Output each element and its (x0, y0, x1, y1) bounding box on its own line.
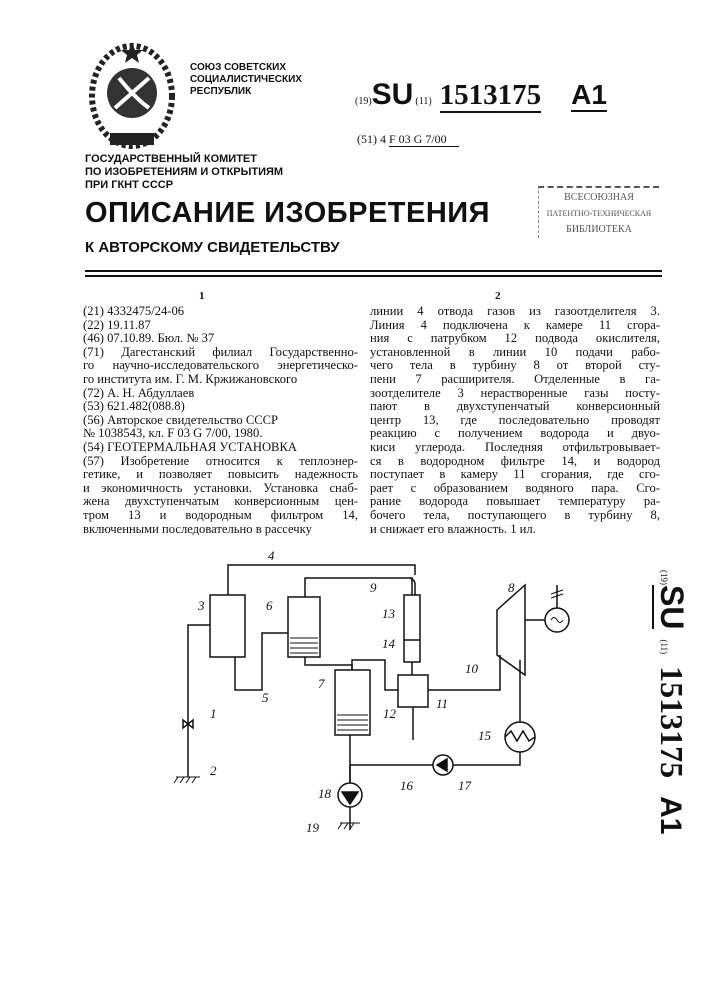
label-13: 13 (382, 606, 396, 621)
side-code11: (11) (659, 639, 669, 654)
text-line: ния с патрубком 12 подвода окислителя, (370, 332, 660, 346)
text-line: и снижает его влажность. 1 ил. (370, 523, 660, 537)
committee-line: ПО ИЗОБРЕТЕНИЯМ И ОТКРЫТИЯМ (85, 166, 283, 179)
library-stamp (538, 186, 659, 238)
text-line: (22) 19.11.87 (83, 319, 358, 333)
text-line: рание водорода повышает температуру ра- (370, 495, 660, 509)
combustion-chamber-11 (398, 675, 428, 707)
label-19: 19 (306, 820, 320, 835)
side-code19: (19) (659, 570, 669, 585)
country: SU (372, 78, 414, 111)
divider (85, 275, 662, 277)
turbine-8 (497, 585, 525, 675)
side-kind: A1 (654, 796, 687, 834)
heat-exchanger-15 (505, 722, 535, 752)
text-line: киси углерода. Последняя отфильтровывает- (370, 441, 660, 455)
text-line: (46) 07.10.89. Бюл. № 37 (83, 332, 358, 346)
expander-stage-6 (288, 597, 320, 657)
text-line: бочего тела, поступающего в турбину 8, (370, 509, 660, 523)
text-line: зоотделителе 3 нерастворенные газы посту- (370, 387, 660, 401)
page-number: 1 (199, 290, 205, 302)
text-line: ся в водородном фильтре 14, и водород (370, 455, 660, 469)
text-line: гетике, и позволяет повысить надежность (83, 468, 358, 482)
label-9: 9 (370, 580, 377, 595)
stamp-line: ПАТЕНТНО-ТЕХНИЧЕСКАЯ (539, 206, 659, 222)
text-line: Линия 4 подключена к камере 11 сгора- (370, 319, 660, 333)
text-line: реакцию с получением водорода и двуо- (370, 427, 660, 441)
side-number: 1513175 (654, 666, 690, 778)
ipc-code: (51) 4 (357, 132, 386, 146)
pump-18 (338, 783, 362, 807)
side-country: SU (652, 585, 690, 629)
text-line: пени 7 расширителя. Отделенные в га- (370, 373, 660, 387)
expander-stage-7 (335, 670, 370, 735)
column-2 (370, 305, 660, 536)
text-line: включенными последовательно в рассечку (83, 523, 358, 537)
text-line: и экономичность установки. Установка снаб- (83, 482, 358, 496)
text-line: (53) 621.482(088.8) (83, 400, 358, 414)
label-16: 16 (400, 778, 414, 793)
text-line: пают в двухступенчатый конверсионный (370, 400, 660, 414)
stamp-line: БИБЛИОТЕКА (539, 222, 659, 238)
union-line: СОЦИАЛИСТИЧЕСКИХ (190, 74, 302, 86)
label-2: 2 (210, 763, 217, 778)
text-line: (71) Дагестанский филиал Государственно- (83, 346, 358, 360)
label-1: 1 (210, 706, 217, 721)
label-10: 10 (465, 661, 479, 676)
text-line: № 1038543, кл. F 03 G 7/00, 1980. (83, 427, 358, 441)
label-12: 12 (383, 706, 397, 721)
label-8: 8 (508, 580, 515, 595)
generator-icon (525, 585, 569, 632)
text-line: (57) Изобретение относится к теплоэнер- (83, 455, 358, 469)
text-line: (72) А. Н. Абдуллаев (83, 387, 358, 401)
column-1 (83, 305, 358, 536)
label-15: 15 (478, 728, 492, 743)
label-14: 14 (382, 636, 396, 651)
page-number: 2 (495, 290, 501, 302)
text-line: рает с образованием водяного пара. Сго- (370, 482, 660, 496)
label-18: 18 (318, 786, 332, 801)
text-line: установленной в линии 10 подачи рабо- (370, 346, 660, 360)
text-line: жена двухступенчатым конверсионным цен- (83, 495, 358, 509)
pump-17 (433, 755, 453, 775)
text-line: (21) 4332475/24-06 (83, 305, 358, 319)
document-subtitle: К АВТОРСКОМУ СВИДЕТЕЛЬСТВУ (85, 239, 340, 257)
ipc-value: F 03 G 7/00 (389, 132, 459, 147)
side-patent-id (653, 570, 690, 834)
patent-number: 1513175 (440, 79, 542, 113)
ipc (357, 132, 459, 147)
stamp-line: ВСЕСОЮЗНАЯ (539, 190, 659, 206)
label-11: 11 (436, 696, 448, 711)
gas-separator-3 (210, 595, 245, 657)
text-line: поступает в камеру 11 сгорания, где сго- (370, 468, 660, 482)
text-line: тром 13 и водородным фильтром 14, (83, 509, 358, 523)
union-line: РЕСПУБЛИК (190, 86, 302, 98)
ussr-emblem (85, 38, 180, 153)
document-title: ОПИСАНИЕ ИЗОБРЕТЕНИЯ (85, 197, 490, 229)
patent-page (0, 0, 707, 1000)
label-17: 17 (458, 778, 472, 793)
text-line: го института им. Г. М. Кржижановского (83, 373, 358, 387)
text-line: (56) Авторское свидетельство СССР (83, 414, 358, 428)
label-7: 7 (318, 676, 325, 691)
text-line: линии 4 отвода газов из газоотделителя 3. (370, 305, 660, 319)
committee-line: ПРИ ГКНТ СССР (85, 179, 283, 192)
divider (85, 270, 662, 272)
union-line: СОЮЗ СОВЕТСКИХ (190, 62, 302, 74)
code19: (19) (355, 96, 372, 107)
committee-line: ГОСУДАРСТВЕННЫЙ КОМИТЕТ (85, 153, 283, 166)
label-5: 5 (262, 690, 269, 705)
code11: (11) (415, 96, 431, 107)
label-6: 6 (266, 598, 273, 613)
conversion-center-13 (404, 595, 420, 662)
text-line: чего тела в турбину 8 от второй сту- (370, 359, 660, 373)
text-line: (54) ГЕОТЕРМАЛЬНАЯ УСТАНОВКА (83, 441, 358, 455)
schematic-diagram (0, 540, 640, 850)
patent-id (355, 78, 607, 112)
text-line: го научно-исследовательского энергетическо- (83, 359, 358, 373)
kind-code: A1 (571, 79, 607, 112)
label-4: 4 (268, 548, 275, 563)
label-3: 3 (197, 598, 205, 613)
text-line: центр 13, где последовательно проводят (370, 414, 660, 428)
